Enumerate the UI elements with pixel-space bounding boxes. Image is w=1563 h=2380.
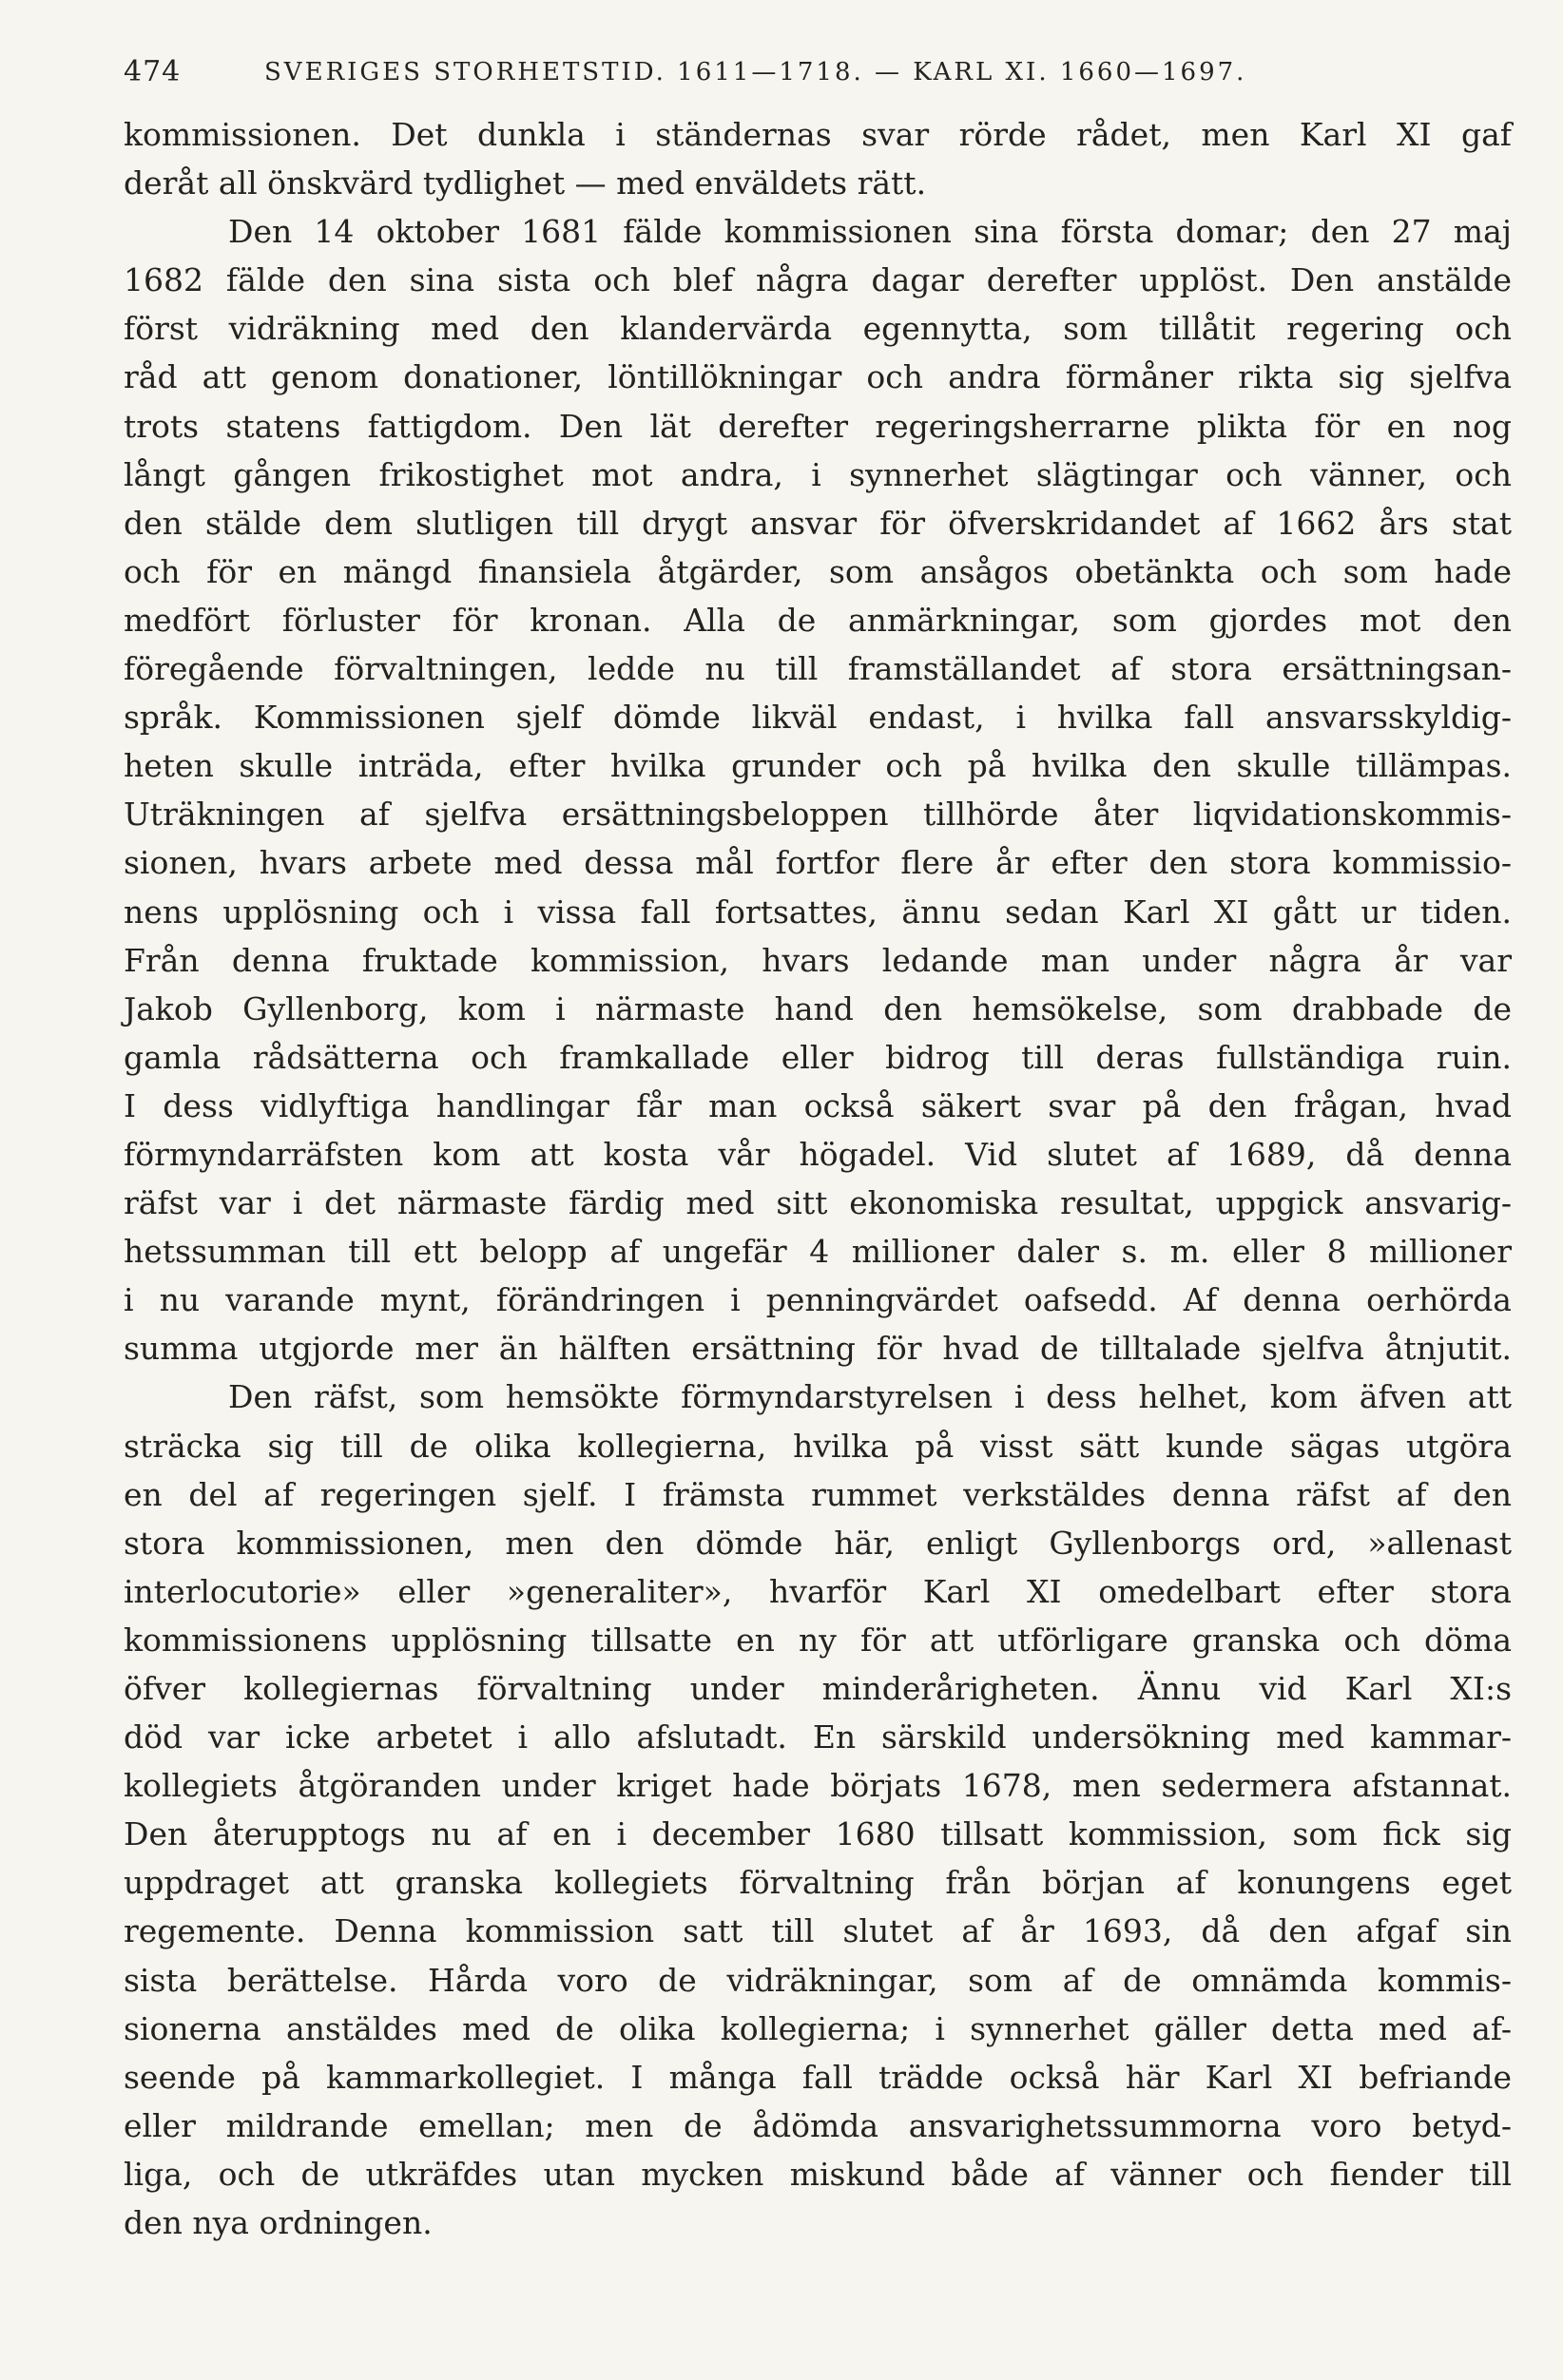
text-line: regemente. Denna kommission satt till slutet af år 1693, då den afgaf sin <box>124 1912 1512 1950</box>
text-line: Den 14 oktober 1681 fälde kommissionen sina första domar; den 27 maj <box>228 213 1512 251</box>
text-line: en del af regeringen sjelf. I främsta rummet verkstäldes denna räfst af den <box>124 1475 1512 1513</box>
text-line: först vidräkning med den klandervärda egennytta, som tillåtit regering och <box>124 310 1512 348</box>
text-line: kommissionens upplösning tillsatte en ny för att utförligare granska och döma <box>124 1621 1512 1659</box>
text-line: språk. Kommissionen sjelf dömde likväl endast, i hvilka fall ansvarsskyldig- <box>124 699 1512 737</box>
text-line: medfört förluster för kronan. Alla de anmärkningar, som gjordes mot den <box>124 601 1512 639</box>
text-line: föregående förvaltningen, ledde nu till framställandet af stora ersättningsan- <box>124 650 1512 688</box>
text-line: förmyndarräfsten kom att kosta vår högadel. Vid slutet af 1689, då denna <box>124 1135 1512 1173</box>
text-line: råd att genom donationer, löntillökningar och andra förmåner rikta sig sjelfva <box>124 358 1512 396</box>
text-line: deråt all önskvärd tydlighet — med enväldets rätt. <box>124 164 927 202</box>
text-line: trots statens fattigdom. Den lät derefter regeringsherrarne plikta för en nog <box>124 407 1512 445</box>
text-line: sionen, hvars arbete med dessa mål fortfor flere år efter den stora kommissio- <box>124 844 1512 882</box>
text-line: sionerna anstäldes med de olika kollegierna; i synnerhet gäller detta med af- <box>124 2009 1512 2047</box>
text-line: gamla rådsätterna och framkallade eller bidrog till deras fullständiga ruin. <box>124 1038 1512 1076</box>
text-line: interlocutorie» eller »generaliter», hvarför Karl XI omedelbart efter stora <box>124 1572 1512 1610</box>
text-line: nens upplösning och i vissa fall fortsattes, ännu sedan Karl XI gått ur tiden. <box>124 892 1512 931</box>
body-text <box>124 110 1512 2247</box>
text-line: den nya ordningen. <box>124 2204 433 2242</box>
text-line: räfst var i det närmaste färdig med sitt ekonomiska resultat, uppgick ansvarig- <box>124 1184 1512 1222</box>
text-line: Från denna fruktade kommission, hvars ledande man under några år var <box>124 941 1512 979</box>
text-line: sträcka sig till de olika kollegierna, hvilka på visst sätt kunde sägas utgöra <box>124 1427 1512 1465</box>
text-line: och för en mängd finansiela åtgärder, som ansågos obetänkta och som hade <box>124 552 1512 590</box>
text-line: den stälde dem slutligen till drygt ansvar för öfverskridandet af 1662 års stat <box>124 504 1512 542</box>
text-line: stora kommissionen, men den dömde här, enligt Gyllenborgs ord, »allenast <box>124 1524 1512 1562</box>
text-line: kommissionen. Det dunkla i ständernas svar rörde rådet, men Karl XI gaf <box>124 116 1512 153</box>
book-page <box>124 0 1512 2380</box>
text-line: liga, och de utkräfdes utan mycken miskund både af vänner och fiender till <box>124 2155 1512 2193</box>
text-line: I dess vidlyftiga handlingar får man också säkert svar på den frågan, hvad <box>124 1086 1512 1124</box>
page-number: 474 <box>124 55 182 88</box>
text-line: Uträkningen af sjelfva ersättningsbeloppen tillhörde åter liqvidationskommis- <box>124 796 1512 834</box>
text-line: summa utgjorde mer än hälften ersättning för hvad de tilltalade sjelfva åtnjutit. <box>124 1330 1512 1368</box>
text-line: i nu varande mynt, förändringen i penningvärdet oafsedd. Af denna oerhörda <box>124 1281 1512 1319</box>
page-header <box>124 55 1512 93</box>
text-line: eller mildrande emellan; men de ådömda ansvarighetssummorna voro betyd- <box>124 2106 1512 2144</box>
text-line: sista berättelse. Hårda voro de vidräkningar, som af de omnämda kommis- <box>124 1961 1512 1999</box>
text-line: Den återupptogs nu af en i december 1680 tillsatt kommission, som fick sig <box>124 1815 1512 1853</box>
text-line: Jakob Gyllenborg, kom i närmaste hand den hemsökelse, som drabbade de <box>124 989 1512 1027</box>
text-line: öfver kollegiernas förvaltning under minderårigheten. Ännu vid Karl XI:s <box>124 1670 1512 1707</box>
text-line: kollegiets åtgöranden under kriget hade börjats 1678, men sedermera afstannat. <box>124 1767 1512 1805</box>
text-line: seende på kammarkollegiet. I många fall trädde också här Karl XI befriande <box>124 2058 1512 2096</box>
text-line: Den räfst, som hemsökte förmyndarstyrelsen i dess helhet, kom äfven att <box>228 1378 1512 1416</box>
running-title: SVERIGES STORHETSTID. 1611—1718. — KARL XI. 1660—1697. <box>264 58 1247 86</box>
text-line: heten skulle inträda, efter hvilka grunder och på hvilka den skulle tillämpas. <box>124 747 1512 785</box>
text-line: död var icke arbetet i allo afslutadt. En särskild undersökning med kammar- <box>124 1718 1512 1756</box>
text-line: uppdraget att granska kollegiets förvaltning från början af konungens eget <box>124 1864 1512 1902</box>
text-line: hetssumman till ett belopp af ungefär 4 millioner daler s. m. eller 8 millioner <box>124 1233 1512 1271</box>
text-line: 1682 fälde den sina sista och blef några dagar derefter upplöst. Den anstälde <box>124 261 1512 299</box>
text-line: långt gången frikostighet mot andra, i synnerhet slägtingar och vänner, och <box>124 455 1512 493</box>
